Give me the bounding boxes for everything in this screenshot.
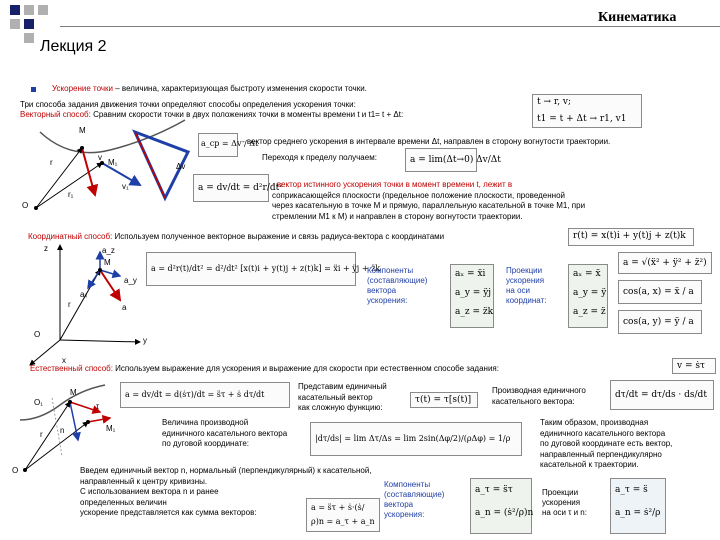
vector-method-text: Сравним скорости точки в двух положениях точки в моменты времени t и t1= t + Δt:	[90, 110, 404, 119]
cos-y-formula: cos(a, y) = ÿ / a	[618, 310, 702, 334]
conclusion-line-3: по дуговой координате есть вектор,	[540, 439, 673, 448]
magnitude-text-line-1: Величина производной	[162, 418, 249, 427]
label-z: z	[44, 244, 48, 253]
motion-formula-line-1: t → r, v;	[537, 97, 572, 107]
true-accel-line-1: - вектор истинного ускорения точки в момент времени t, лежит в	[272, 180, 513, 189]
projection-ax: aₓ = ẍ	[573, 269, 601, 279]
natural-accel-formula: a = dv/dt = d(ṡτ)/dt = s̈τ + ṡ dτ/dt	[120, 382, 290, 408]
coord-projections-line-1: Проекции	[506, 266, 543, 275]
natural-projections-formula	[610, 478, 666, 534]
label-n-nat: n	[60, 426, 65, 435]
label-O: O	[22, 201, 29, 210]
avg-accel-note: - вектор среднего ускорения в интервале времени Δt, направлен в сторону вогнутости траектории.	[242, 137, 611, 146]
label-dv: Δv	[176, 162, 186, 171]
nat-components-line-3: вектора	[384, 500, 414, 509]
unit-vector-line-1: Представим единичный	[298, 382, 387, 391]
label-az: a_z	[102, 246, 115, 255]
natural-sum-formula: a = s̈τ + ṡ·(ṡ/ρ)n = a_τ + a_n	[306, 498, 380, 532]
coord-components-line-4: ускорения:	[367, 296, 408, 305]
label-r: r	[50, 158, 53, 167]
vector-method-label: Векторный способ:	[20, 110, 91, 119]
nat-projections-line-1: Проекции	[542, 488, 579, 497]
magnitude-formula: a = √(ẍ² + ÿ² + z̈²)	[618, 252, 712, 274]
projection-ay: a_y = ÿ	[573, 288, 607, 298]
label-O-coord: O	[34, 330, 41, 339]
limit-formula: a = lim(Δt→0) Δv/Δt	[405, 148, 477, 172]
natural-method-label: Естественный способ:	[30, 364, 113, 373]
true-accel-line-2: соприкасающейся плоскости (предельное положение плоскости, проведенной	[272, 190, 565, 200]
coord-projections-line-2: ускорения	[506, 276, 545, 285]
label-r-nat: r	[40, 430, 43, 439]
natural-velocity-formula: v = ṡτ	[672, 358, 716, 374]
unit-vector-line-2: касательный вектор	[298, 392, 373, 402]
slide-title: Кинематика	[598, 10, 677, 25]
tau-derivative-line-2: касательного вектора:	[492, 396, 575, 406]
true-accel-line-4: стремлении М1 к М) и направлен в сторону вогнутости траектории.	[272, 211, 523, 221]
coord-projections-line-4: координат:	[506, 296, 547, 305]
tau-composite-formula: τ(t) = τ[s(t)]	[410, 392, 478, 408]
nat-projection-n: a_n = ṡ²/ρ	[615, 508, 661, 518]
true-accel-line-3: через касательную в точке М и прямую, параллельную касательной в точке М1, при	[272, 201, 586, 210]
coordinate-method-label: Координатный способ:	[28, 232, 113, 241]
true-accel-formula: a = dv/dt = d²r/dt²	[193, 174, 269, 202]
label-x: x	[62, 356, 66, 365]
natural-components-formula	[470, 478, 532, 534]
natural-projections-caption	[542, 488, 587, 518]
nat-projections-line-2: ускорения	[542, 498, 581, 507]
normal-text-line-3: С использованием вектора n и ранее	[80, 487, 219, 496]
tau-derivative-formula: dτ/dt = dτ/ds · ds/dt	[610, 380, 714, 410]
nat-components-line-4: ускорения:	[384, 510, 425, 519]
nat-component-n: a_n = (ṡ²/ρ)n	[475, 508, 534, 518]
radius-vector-formula: r(t) = x(t)i + y(t)j + z(t)k	[568, 228, 694, 246]
cartesian-accel-formula: a = d²r(t)/dt² = d²/dt² [x(t)i + y(t)j + z(t)k] = ẍi + ÿj + z̈k	[146, 252, 356, 286]
definition-term: Ускорение точки	[52, 84, 114, 93]
coordinate-method-text: Используем полученное векторное выражение и связь радиуса-вектора с координатами	[112, 232, 445, 241]
coord-projections-line-3: на оси	[506, 286, 531, 295]
natural-method-text: Используем выражение для ускорения и выражение для скорости при естественном способе задания:	[112, 364, 499, 373]
natural-components-caption	[384, 480, 444, 520]
nat-components-line-1: Компоненты	[384, 480, 431, 489]
label-M1: M₁	[108, 158, 118, 167]
label-M1-nat: M₁	[106, 424, 116, 433]
label-r-coord: r	[68, 300, 71, 309]
nat-projections-line-3: на оси τ и n:	[542, 508, 587, 517]
magnitude-text-line-2: единичного касательного вектора	[162, 428, 288, 438]
component-ay: a_y = ÿj	[455, 288, 492, 298]
nat-projection-tau: a_τ = s̈	[615, 485, 648, 495]
conclusion-line-2: единичного касательного вектора	[540, 428, 666, 438]
normal-text-line-5: ускорение представляется как сумма векторов:	[80, 508, 257, 517]
component-ax: aₓ = ẍi	[455, 269, 486, 279]
lecture-heading: Лекция 2	[40, 38, 107, 55]
coord-components-line-1: Компоненты	[367, 266, 414, 275]
label-r1: r₁	[68, 190, 74, 199]
label-v1: v₁	[122, 182, 129, 191]
label-O1-nat: O₁	[34, 398, 43, 407]
component-az: a_z = z̈k	[455, 307, 494, 317]
label-y: y	[143, 336, 147, 345]
label-M: M	[79, 126, 86, 135]
limit-note: Переходя к пределу получаем:	[262, 153, 377, 162]
label-O-nat: O	[12, 466, 19, 475]
nat-components-line-2: (составляющие)	[384, 490, 445, 499]
label-a: a	[122, 303, 127, 312]
conclusion-line-1: Таким образом, производная	[540, 418, 649, 427]
coord-components-line-3: вектора	[367, 286, 397, 295]
label-v: v	[98, 153, 102, 162]
nat-component-tau: a_τ = s̈τ	[475, 485, 513, 495]
avg-accel-formula: a_ср = Δv / Δt	[198, 133, 238, 157]
unit-vector-line-3: как сложную функцию:	[298, 403, 383, 412]
three-methods-line: Три способа задания движения точки определяют способы определения ускорения точки:	[20, 100, 356, 109]
conclusion-line-4: направленный перпендикулярно	[540, 449, 662, 459]
label-ax: aₓ	[80, 290, 88, 299]
label-M-nat: M	[70, 388, 77, 397]
coord-components-line-2: (составляющие)	[367, 276, 428, 285]
label-tau-nat: τ	[96, 402, 100, 411]
conclusion-line-5: касательной к траектории.	[540, 460, 639, 469]
tau-magnitude-formula: |dτ/ds| = lim Δτ/Δs = lim 2sin(Δφ/2)/(ρΔφ) = 1/ρ	[310, 422, 522, 456]
label-M-coord: M	[104, 258, 111, 267]
magnitude-text-line-3: по дуговой координате:	[162, 439, 249, 448]
label-ay: a_y	[124, 276, 137, 285]
normal-text-line-4: определенных величин	[80, 497, 167, 507]
tau-derivative-line-1: Производная единичного	[492, 386, 586, 395]
projection-az: a_z = z̈	[573, 307, 606, 317]
definition-text: – величина, характеризующая быстроту изменения скорости точки.	[113, 84, 367, 93]
normal-text-line-2: направленный к центру кривизны.	[80, 476, 208, 486]
motion-formula-line-2: t1 = t + Δt → r1, v1	[537, 114, 627, 124]
normal-text-line-1: Введем единичный вектор n, нормальный (перпендикулярный) к касательной,	[80, 466, 372, 475]
cos-x-formula: cos(a, x) = ẍ / a	[618, 280, 702, 304]
